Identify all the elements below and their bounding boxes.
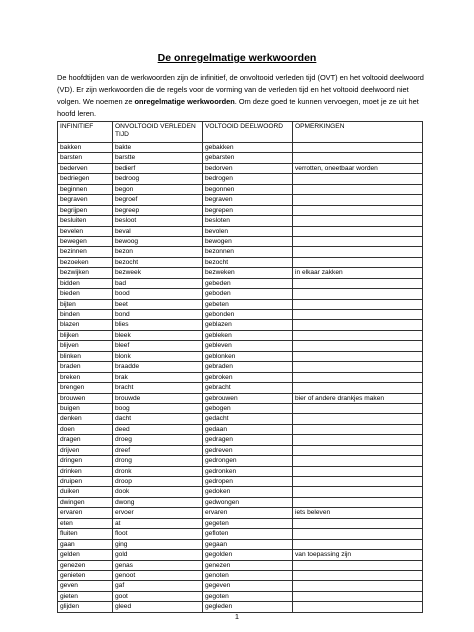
intro-paragraph <box>57 72 429 120</box>
table-row <box>58 320 423 330</box>
cell-vd: gedropen <box>203 477 293 487</box>
cell-ovt: dacht <box>113 414 203 424</box>
cell-infinitief: braden <box>58 362 113 372</box>
table-row <box>58 456 423 466</box>
cell-vd: gebrouwen <box>203 393 293 403</box>
cell-opmerkingen <box>293 445 423 455</box>
table-row <box>58 539 423 549</box>
cell-vd: gedacht <box>203 414 293 424</box>
cell-ovt: ging <box>113 539 203 549</box>
cell-vd: genezen <box>203 560 293 570</box>
cell-ovt: droeg <box>113 435 203 445</box>
cell-opmerkingen: in elkaar zakken <box>293 268 423 278</box>
cell-ovt: boog <box>113 403 203 413</box>
cell-ovt: bedroog <box>113 174 203 184</box>
cell-opmerkingen: bier of andere drankjes maken <box>293 393 423 403</box>
cell-ovt: goot <box>113 591 203 601</box>
table-row <box>58 299 423 309</box>
header-opmerkingen: OPMERKINGEN <box>293 122 423 143</box>
cell-vd: ervaren <box>203 508 293 518</box>
table-row <box>58 435 423 445</box>
table-row <box>58 424 423 434</box>
cell-infinitief: dwingen <box>58 497 113 507</box>
cell-vd: gefloten <box>203 529 293 539</box>
cell-ovt: begreep <box>113 205 203 215</box>
cell-ovt: bakte <box>113 143 203 153</box>
cell-infinitief: bakken <box>58 143 113 153</box>
cell-vd: gedronken <box>203 466 293 476</box>
cell-vd: gegoten <box>203 591 293 601</box>
intro-bold-term: onregelmatige werkwoorden <box>134 97 235 106</box>
cell-ovt: genoot <box>113 570 203 580</box>
page-number: 1 <box>234 612 240 621</box>
table-row <box>58 289 423 299</box>
cell-infinitief: bidden <box>58 278 113 288</box>
cell-infinitief: duiken <box>58 487 113 497</box>
cell-vd: gegeten <box>203 518 293 528</box>
cell-infinitief: dragen <box>58 435 113 445</box>
cell-opmerkingen <box>293 602 423 612</box>
cell-opmerkingen <box>293 341 423 351</box>
table-row <box>58 278 423 288</box>
table-row <box>58 257 423 267</box>
cell-ovt: dreef <box>113 445 203 455</box>
table-row <box>58 477 423 487</box>
cell-ovt: beval <box>113 226 203 236</box>
cell-ovt: bezocht <box>113 257 203 267</box>
header-ovt: ONVOLTOOID VERLEDEN TIJD <box>113 122 203 143</box>
table-row <box>58 445 423 455</box>
table-row <box>58 184 423 194</box>
cell-infinitief: brengen <box>58 383 113 393</box>
table-row <box>58 560 423 570</box>
cell-opmerkingen <box>293 383 423 393</box>
table-row <box>58 310 423 320</box>
cell-ovt: dwong <box>113 497 203 507</box>
table-row <box>58 216 423 226</box>
cell-vd: besloten <box>203 216 293 226</box>
table-row <box>58 362 423 372</box>
cell-opmerkingen <box>293 487 423 497</box>
cell-opmerkingen <box>293 424 423 434</box>
cell-opmerkingen <box>293 216 423 226</box>
cell-infinitief: blijven <box>58 341 113 351</box>
cell-infinitief: breken <box>58 372 113 382</box>
cell-ovt: ervoer <box>113 508 203 518</box>
cell-vd: gegolden <box>203 550 293 560</box>
cell-vd: gedreven <box>203 445 293 455</box>
table-header-row <box>58 122 423 143</box>
cell-opmerkingen <box>293 195 423 205</box>
cell-vd: gedwongen <box>203 497 293 507</box>
cell-opmerkingen <box>293 362 423 372</box>
cell-infinitief: besluiten <box>58 216 113 226</box>
cell-opmerkingen <box>293 591 423 601</box>
table-row <box>58 414 423 424</box>
table-row <box>58 174 423 184</box>
table-row <box>58 372 423 382</box>
cell-ovt: bezweek <box>113 268 203 278</box>
cell-vd: gebakken <box>203 143 293 153</box>
cell-vd: gebeden <box>203 278 293 288</box>
cell-vd: begraven <box>203 195 293 205</box>
table-row <box>58 247 423 257</box>
table-row <box>58 383 423 393</box>
cell-ovt: brak <box>113 372 203 382</box>
cell-ovt: blonk <box>113 351 203 361</box>
cell-infinitief: doen <box>58 424 113 434</box>
cell-vd: begonnen <box>203 184 293 194</box>
cell-vd: geboden <box>203 289 293 299</box>
cell-opmerkingen <box>293 466 423 476</box>
cell-vd: gegaan <box>203 539 293 549</box>
cell-ovt: dook <box>113 487 203 497</box>
table-row <box>58 195 423 205</box>
cell-vd: gegeven <box>203 581 293 591</box>
cell-opmerkingen <box>293 205 423 215</box>
cell-opmerkingen <box>293 153 423 163</box>
table-row <box>58 393 423 403</box>
cell-vd: gedaan <box>203 424 293 434</box>
cell-infinitief: eten <box>58 518 113 528</box>
cell-opmerkingen <box>293 330 423 340</box>
cell-vd: geblazen <box>203 320 293 330</box>
table-row <box>58 236 423 246</box>
cell-opmerkingen <box>293 581 423 591</box>
cell-ovt: bad <box>113 278 203 288</box>
cell-vd: gebonden <box>203 310 293 320</box>
cell-vd: gedoken <box>203 487 293 497</box>
cell-infinitief: bewegen <box>58 236 113 246</box>
header-infinitief: INFINITIEF <box>58 122 113 143</box>
cell-ovt: gleed <box>113 602 203 612</box>
cell-vd: bedrogen <box>203 174 293 184</box>
cell-infinitief: gaan <box>58 539 113 549</box>
cell-ovt: beet <box>113 299 203 309</box>
cell-infinitief: buigen <box>58 403 113 413</box>
cell-infinitief: drijven <box>58 445 113 455</box>
table-row <box>58 591 423 601</box>
cell-infinitief: barsten <box>58 153 113 163</box>
cell-infinitief: blinken <box>58 351 113 361</box>
table-row <box>58 153 423 163</box>
cell-ovt: besloot <box>113 216 203 226</box>
cell-infinitief: gelden <box>58 550 113 560</box>
cell-vd: gebleken <box>203 330 293 340</box>
cell-opmerkingen <box>293 403 423 413</box>
cell-vd: gedrongen <box>203 456 293 466</box>
cell-opmerkingen <box>293 435 423 445</box>
cell-ovt: begroef <box>113 195 203 205</box>
cell-ovt: braadde <box>113 362 203 372</box>
cell-infinitief: fluiten <box>58 529 113 539</box>
cell-infinitief: binden <box>58 310 113 320</box>
intro-text-2: . Om deze goed te kunnen vervoegen, moet je ze uit het hoofd leren. <box>57 97 419 118</box>
table-row <box>58 602 423 612</box>
cell-opmerkingen <box>293 236 423 246</box>
cell-vd: gebleven <box>203 341 293 351</box>
cell-infinitief: beginnen <box>58 184 113 194</box>
cell-vd: bezweken <box>203 268 293 278</box>
cell-ovt: at <box>113 518 203 528</box>
cell-ovt: droop <box>113 477 203 487</box>
cell-infinitief: bedriegen <box>58 174 113 184</box>
cell-ovt: bleef <box>113 341 203 351</box>
cell-opmerkingen <box>293 320 423 330</box>
cell-opmerkingen <box>293 247 423 257</box>
cell-opmerkingen <box>293 477 423 487</box>
cell-opmerkingen <box>293 414 423 424</box>
cell-opmerkingen <box>293 257 423 267</box>
cell-infinitief: glijden <box>58 602 113 612</box>
cell-vd: bedorven <box>203 163 293 173</box>
table-row <box>58 550 423 560</box>
cell-opmerkingen <box>293 570 423 580</box>
cell-vd: begrepen <box>203 205 293 215</box>
cell-ovt: bewoog <box>113 236 203 246</box>
cell-ovt: bond <box>113 310 203 320</box>
cell-infinitief: genezen <box>58 560 113 570</box>
cell-infinitief: bieden <box>58 289 113 299</box>
cell-opmerkingen <box>293 372 423 382</box>
cell-vd: bevolen <box>203 226 293 236</box>
cell-vd: genoten <box>203 570 293 580</box>
cell-ovt: floot <box>113 529 203 539</box>
cell-infinitief: bevelen <box>58 226 113 236</box>
table-row <box>58 268 423 278</box>
cell-infinitief: bijten <box>58 299 113 309</box>
cell-opmerkingen <box>293 143 423 153</box>
table-row <box>58 226 423 236</box>
cell-infinitief: begraven <box>58 195 113 205</box>
cell-vd: gedragen <box>203 435 293 445</box>
table-row <box>58 341 423 351</box>
table-row <box>58 508 423 518</box>
cell-infinitief: druipen <box>58 477 113 487</box>
cell-ovt: gaf <box>113 581 203 591</box>
cell-vd: bewogen <box>203 236 293 246</box>
cell-vd: gebarsten <box>203 153 293 163</box>
table-row <box>58 487 423 497</box>
cell-opmerkingen <box>293 529 423 539</box>
table-row <box>58 497 423 507</box>
cell-infinitief: bezinnen <box>58 247 113 257</box>
cell-infinitief: gieten <box>58 591 113 601</box>
cell-infinitief: dringen <box>58 456 113 466</box>
cell-infinitief: bederven <box>58 163 113 173</box>
cell-opmerkingen: van toepassing zijn <box>293 550 423 560</box>
cell-infinitief: geven <box>58 581 113 591</box>
cell-vd: bezocht <box>203 257 293 267</box>
cell-vd: bezonnen <box>203 247 293 257</box>
cell-infinitief: brouwen <box>58 393 113 403</box>
cell-ovt: bezon <box>113 247 203 257</box>
cell-opmerkingen <box>293 289 423 299</box>
cell-opmerkingen <box>293 351 423 361</box>
cell-ovt: bedierf <box>113 163 203 173</box>
cell-vd: gebogen <box>203 403 293 413</box>
cell-opmerkingen <box>293 184 423 194</box>
cell-infinitief: blijken <box>58 330 113 340</box>
table-row <box>58 581 423 591</box>
cell-opmerkingen <box>293 560 423 570</box>
cell-opmerkingen <box>293 497 423 507</box>
cell-infinitief: bezoeken <box>58 257 113 267</box>
cell-infinitief: genieten <box>58 570 113 580</box>
cell-vd: gegleden <box>203 602 293 612</box>
cell-infinitief: blazen <box>58 320 113 330</box>
cell-opmerkingen <box>293 226 423 236</box>
cell-ovt: bood <box>113 289 203 299</box>
cell-infinitief: ervaren <box>58 508 113 518</box>
cell-vd: gebracht <box>203 383 293 393</box>
cell-infinitief: bezwijken <box>58 268 113 278</box>
intro-text-1: De hoofdtijden van de werkwoorden zijn de infinitief, de onvoltooid verleden tijd (OVT) en het voltooid deelwoord (VD). Er zijn werkwoorden die de regels voor de vorming van de verleden tijd en het voltooid deelwoord niet volgen. We noemen ze <box>57 73 424 106</box>
cell-opmerkingen: verrotten, oneetbaar worden <box>293 163 423 173</box>
cell-opmerkingen <box>293 518 423 528</box>
table-row <box>58 403 423 413</box>
verb-table <box>57 121 423 613</box>
cell-ovt: bleek <box>113 330 203 340</box>
cell-ovt: gold <box>113 550 203 560</box>
cell-ovt: dronk <box>113 466 203 476</box>
cell-vd: gebraden <box>203 362 293 372</box>
table-row <box>58 570 423 580</box>
cell-opmerkingen: iets beleven <box>293 508 423 518</box>
table-row <box>58 205 423 215</box>
table-row <box>58 351 423 361</box>
table-row <box>58 518 423 528</box>
cell-opmerkingen <box>293 278 423 288</box>
cell-ovt: blies <box>113 320 203 330</box>
cell-infinitief: drinken <box>58 466 113 476</box>
header-vd: VOLTOOID DEELWOORD <box>203 122 293 143</box>
page-title: De onregelmatige werkwoorden <box>157 52 317 64</box>
cell-vd: gebroken <box>203 372 293 382</box>
cell-ovt: deed <box>113 424 203 434</box>
cell-opmerkingen <box>293 539 423 549</box>
cell-ovt: drong <box>113 456 203 466</box>
cell-ovt: brouwde <box>113 393 203 403</box>
cell-infinitief: begrijpen <box>58 205 113 215</box>
table-row <box>58 529 423 539</box>
cell-opmerkingen <box>293 456 423 466</box>
table-row <box>58 330 423 340</box>
cell-ovt: genas <box>113 560 203 570</box>
cell-infinitief: denken <box>58 414 113 424</box>
table-row <box>58 143 423 153</box>
cell-vd: geblonken <box>203 351 293 361</box>
cell-ovt: begon <box>113 184 203 194</box>
table-body <box>58 143 423 613</box>
cell-vd: gebeten <box>203 299 293 309</box>
cell-opmerkingen <box>293 310 423 320</box>
cell-ovt: barstte <box>113 153 203 163</box>
cell-opmerkingen <box>293 174 423 184</box>
table-row <box>58 466 423 476</box>
cell-ovt: bracht <box>113 383 203 393</box>
cell-opmerkingen <box>293 299 423 309</box>
table-row <box>58 163 423 173</box>
